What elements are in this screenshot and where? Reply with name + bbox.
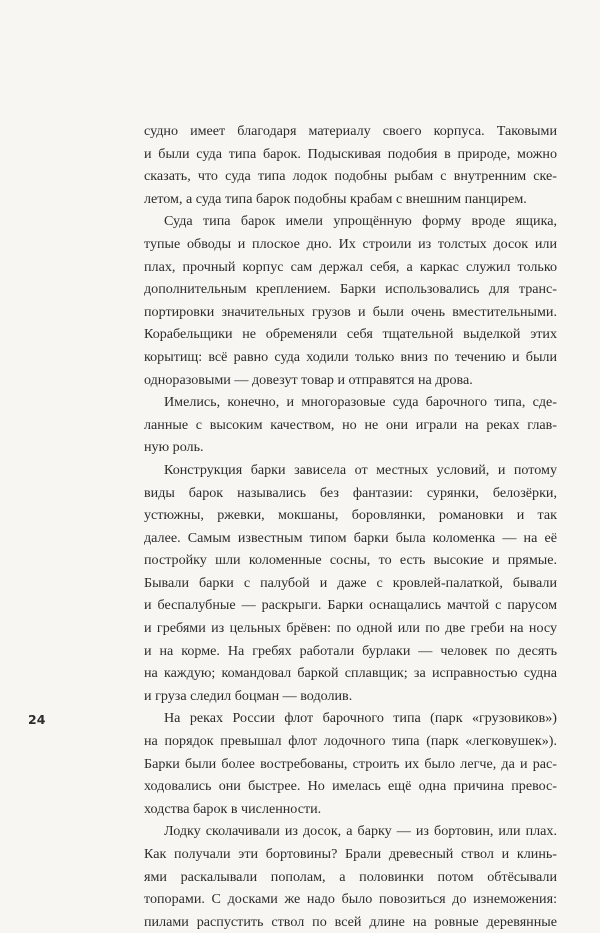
body-text <box>144 120 557 933</box>
text-line: на порядок превышал флот лодочного типа (парк «легковушек»). <box>144 733 557 750</box>
text-line: Корабельщики не обременяли себя тщательной выделкой этих <box>144 326 557 343</box>
text-line: и груза следил боцман — водолив. <box>144 687 353 704</box>
text-line: ланные с высоким качеством, но не они играли на реках глав- <box>144 416 557 433</box>
text-line: Имелись, конечно, и многоразовые суда барочного типа, сде- <box>164 394 557 411</box>
text-line: сказать, что суда типа лодок подобны рыбам с внутренним ске- <box>144 168 557 185</box>
text-line: и беспалубные — раскрыги. Барки оснащались мачтой с парусом <box>144 597 557 614</box>
text-line: пилами распустить ствол по всей длине на ровные деревянные <box>144 913 557 930</box>
page-number: 24 <box>28 712 46 727</box>
text-line: на каждую; командовал баркой сплавщик; за исправностью судна <box>144 665 557 682</box>
text-line: устюжны, ржевки, мокшаны, боровлянки, романовки и так <box>144 507 557 524</box>
text-line: Как получали эти бортовины? Брали древесный ствол и клинь- <box>144 846 557 862</box>
text-line: На реках России флот барочного типа (парк «грузовиков») <box>164 710 557 727</box>
text-line: Барки были более востребованы, строить их было легче, да и рас- <box>144 755 557 772</box>
text-line: Конструкция барки зависела от местных условий, и потому <box>164 461 557 478</box>
text-line: и были суда типа барок. Подыскивая подобия в природе, можно <box>144 145 557 162</box>
text-line: далее. Самым известным типом барки была коломенка — на её <box>144 529 557 546</box>
text-line: ходовались они быстрее. Но имелась ещё одна причина превос- <box>144 778 557 795</box>
text-line: Суда типа барок имели упрощённую форму вроде ящика, <box>164 213 557 230</box>
text-line: судно имеет благодаря материалу своего корпуса. Таковыми <box>144 123 557 139</box>
text-line: виды барок назывались без фантазии: сурянки, белозёрки, <box>144 484 557 501</box>
text-line: постройку шли коломенные сосны, то есть высокие и прямые. <box>144 552 557 569</box>
text-line: плах, прочный корпус сам держал себя, а каркас служил только <box>144 258 557 275</box>
text-line: Бывали барки с палубой и даже с кровлей-палаткой, бывали <box>144 574 557 591</box>
text-line: и гребями из цельных брёвен: по одной или по две греби на носу <box>144 620 557 637</box>
text-line: ходства барок в численности. <box>144 800 322 817</box>
text-line: и на корме. На гребях работали бурлаки — человек по десять <box>144 642 557 659</box>
text-line: топорами. С досками же надо было повозиться до изнеможения: <box>144 891 557 908</box>
text-line: дополнительным креплением. Барки использовались для транс- <box>144 281 557 298</box>
text-line: одноразовыми — довезут товар и отправятся на дрова. <box>144 371 473 388</box>
text-line: портировки значительных грузов и были очень вместительными. <box>144 303 557 320</box>
text-line: тупые обводы и плоское дно. Их строили из толстых досок или <box>144 235 557 252</box>
text-line: Лодку сколачивали из досок, а барку — из бортовин, или плах. <box>164 823 557 840</box>
text-line: корытищ: всё равно суда ходили только вниз по течению и были <box>144 348 557 365</box>
text-line: летом, а суда типа барок подобны крабам с внешним панцирем. <box>144 190 527 207</box>
text-line: ную роль. <box>144 439 204 456</box>
text-line: ями раскалывали пополам, а половинки потом обтёсывали <box>144 868 557 885</box>
